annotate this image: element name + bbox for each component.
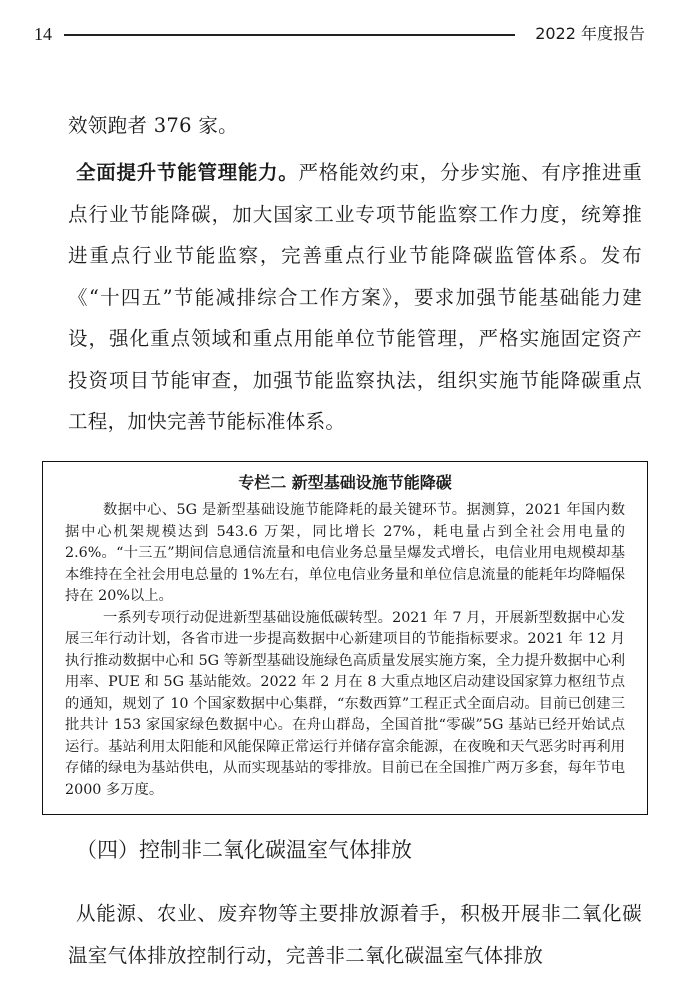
paragraph-body: 严格能效约束，分步实施、有序推进重点行业节能降碳，加大国家工业专项节能监察工作力度，统筹推进重点行业节能监察，完善重点行业节能降碳监管体系。发布《“十四五”节能减排综合工作方案》，要求加强节能基础能力建设，强化重点领域和重点用能单位节能管理，严格实施固定资产投资项目节能审查，加强节能监察执法，组织实施节能降碳重点工程，加快完善节能标准体系。 (68, 161, 642, 433)
box-title: 专栏二 新型基础设施节能降碳 (238, 473, 452, 492)
paragraph-energy-management (68, 152, 642, 443)
section-heading: （四）控制非二氧化碳温室气体排放 (76, 838, 412, 862)
box-paragraph: 一系列专项行动促进新型基础设施低碳转型。2021 年 7 月，开展新型数据中心发展三年行动计划，各省市进一步提高数据中心新建项目的节能指标要求。2021 年 12 月执行推动数据中心和 5G 等新型基础设施绿色高质量发展实施方案，全力提升数据中心利用率、PUE 和 5G 基站能效。2022 年 2 月在 8 大重点地区启动建设国家算力枢纽节点的通知，规划了 10 个国家数据中心集群，“东数西算”工程正式全面启动。目前已创建三批共计 153 家国家绿色数据中心。在舟山群岛，全国首批“零碳”5G 基站已经开始试点运行。基站利用太阳能和风能保障正常运行并储存富余能源，在夜晚和天气恶劣时再利用存储的绿电为基站供电，从而实现基站的零排放。目前已在全国推广两万多套，每年节电 2000 多万度。 (65, 609, 625, 798)
paragraph-non-co2: 从能源、农业、废弃物等主要排放源着手，积极开展非二氧化碳温室气体排放控制行动，完善非二氧化碳温室气体排放 (68, 902, 642, 967)
page-number: 14 (34, 24, 52, 44)
sidebar-box (42, 461, 648, 815)
box-paragraph: 数据中心、5G 是新型基础设施节能降耗的最关键环节。据测算，2021 年国内数据中心机架规模达到 543.6 万架，同比增长 27%，耗电量占到全社会用电量的 2.6%。“十三五”期间信息通信流量和电信业务总量呈爆发式增长，电信业用电规模却基本维持在全社会用电总量的 1%左右，单位电信业务量和单位信息流量的能耗年均降幅保持在 20%以上。 (65, 502, 625, 604)
paragraph-continuation: 效领跑者 376 家。 (68, 114, 238, 137)
page-header (34, 22, 645, 46)
header-rule (64, 34, 515, 36)
paragraph-lead: 全面提升节能管理能力。 (76, 161, 299, 184)
report-title: 2022 年度报告 (535, 24, 645, 43)
